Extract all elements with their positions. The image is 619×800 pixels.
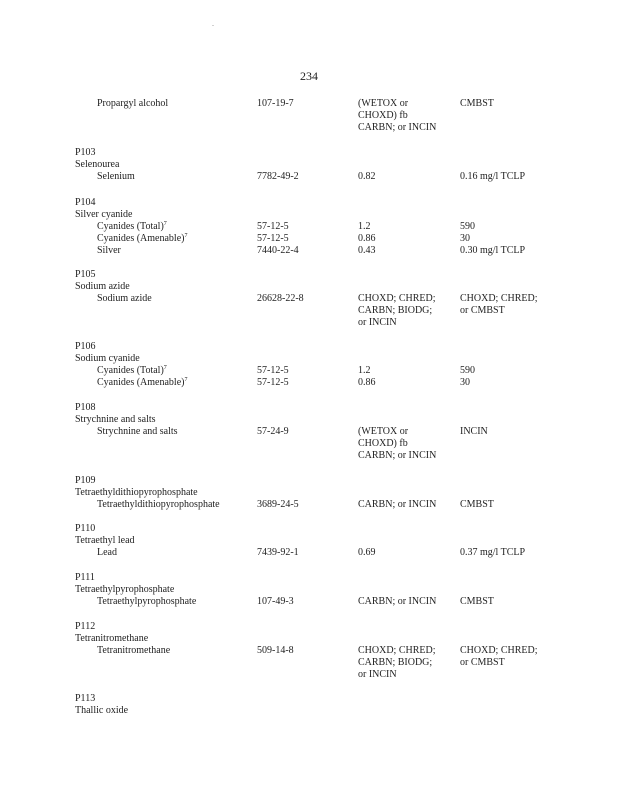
waste-code: P111 bbox=[75, 572, 95, 583]
waste-description: Thallic oxide bbox=[75, 705, 129, 716]
wastewater-standard: CHOXD) fb bbox=[358, 438, 408, 449]
nonwastewater-standard: CHOXD; CHRED; bbox=[460, 645, 538, 656]
waste-description: Silver cyanide bbox=[75, 209, 133, 220]
wastewater-standard: CHOXD; CHRED; bbox=[358, 645, 436, 656]
nonwastewater-standard: or CMBST bbox=[460, 305, 505, 316]
nonwastewater-standard: INCIN bbox=[460, 426, 488, 437]
wastewater-standard: CARBN; or INCIN bbox=[358, 596, 437, 607]
nonwastewater-standard: CHOXD; CHRED; bbox=[460, 293, 538, 304]
cas-number: 3689-24-5 bbox=[257, 499, 299, 510]
waste-code: P106 bbox=[75, 341, 96, 352]
wastewater-standard: CARBN; BIODG; bbox=[358, 305, 433, 316]
wastewater-standard: CARBN; or INCIN bbox=[358, 499, 437, 510]
nonwastewater-standard: CMBST bbox=[460, 98, 494, 109]
wastewater-standard: CHOXD; CHRED; bbox=[358, 293, 436, 304]
waste-description: Tetraethyl lead bbox=[75, 535, 135, 546]
nonwastewater-standard: 0.30 mg/l TCLP bbox=[460, 245, 526, 256]
nonwastewater-standard: or CMBST bbox=[460, 657, 505, 668]
footnote-marker: 7 bbox=[163, 365, 167, 371]
cas-number: 7782-49-2 bbox=[257, 171, 299, 182]
cas-number: 57-24-9 bbox=[257, 426, 289, 437]
footnote-marker: 7 bbox=[184, 233, 188, 239]
cas-number: 107-19-7 bbox=[257, 98, 294, 109]
constituent-name: Tetraethyldithiopyrophosphate bbox=[97, 499, 220, 510]
waste-description: Tetranitromethane bbox=[75, 633, 149, 644]
constituent-name: Cyanides (Total)$^7$ bbox=[97, 365, 167, 376]
nonwastewater-standard: CMBST bbox=[460, 499, 494, 510]
waste-code: P104 bbox=[75, 197, 96, 208]
cas-number: 57-12-5 bbox=[257, 377, 289, 388]
wastewater-standard: CARBN; or INCIN bbox=[358, 450, 437, 461]
wastewater-standard: or INCIN bbox=[358, 317, 397, 328]
wastewater-standard: 1.2 bbox=[358, 221, 371, 232]
cas-number: 26628-22-8 bbox=[257, 293, 304, 304]
footnote-marker: 7 bbox=[163, 221, 167, 227]
nonwastewater-standard: CMBST bbox=[460, 596, 494, 607]
wastewater-standard: CARBN; or INCIN bbox=[358, 122, 437, 133]
constituent-name: Strychnine and salts bbox=[97, 426, 178, 437]
cas-number: 57-12-5 bbox=[257, 233, 289, 244]
constituent-name: Cyanides (Amenable)$^7$ bbox=[97, 377, 188, 388]
page-number: 234 bbox=[300, 69, 318, 83]
footnote-marker: 7 bbox=[184, 377, 188, 383]
waste-code: P105 bbox=[75, 269, 96, 280]
waste-code: P112 bbox=[75, 621, 96, 632]
waste-code: P110 bbox=[75, 523, 96, 534]
wastewater-standard: 0.43 bbox=[358, 245, 376, 256]
constituent-name: Silver bbox=[97, 245, 121, 256]
wastewater-standard: CARBN; BIODG; bbox=[358, 657, 433, 668]
constituent-name: Selenium bbox=[97, 171, 135, 182]
constituent-name: Tetraethylpyrophosphate bbox=[97, 596, 197, 607]
cas-number: 107-49-3 bbox=[257, 596, 294, 607]
constituent-name: Propargyl alcohol bbox=[97, 98, 169, 109]
nonwastewater-standard: 0.16 mg/l TCLP bbox=[460, 171, 526, 182]
constituent-name: Sodium azide bbox=[97, 293, 152, 304]
scan-speck: . bbox=[212, 19, 214, 28]
wastewater-standard: 0.69 bbox=[358, 547, 376, 558]
waste-code: P108 bbox=[75, 402, 96, 413]
waste-description: Tetraethylpyrophosphate bbox=[75, 584, 175, 595]
wastewater-standard: 1.2 bbox=[358, 365, 371, 376]
cas-number: 7440-22-4 bbox=[257, 245, 299, 256]
cas-number: 57-12-5 bbox=[257, 221, 289, 232]
waste-description: Strychnine and salts bbox=[75, 414, 156, 425]
waste-description: Sodium azide bbox=[75, 281, 130, 292]
waste-code: P109 bbox=[75, 475, 96, 486]
cas-number: 57-12-5 bbox=[257, 365, 289, 376]
wastewater-standard: (WETOX or bbox=[358, 98, 409, 109]
wastewater-standard: (WETOX or bbox=[358, 426, 409, 437]
wastewater-standard: or INCIN bbox=[358, 669, 397, 680]
waste-code: P113 bbox=[75, 693, 96, 704]
wastewater-standard: 0.86 bbox=[358, 233, 376, 244]
constituent-name: Cyanides (Total)$^7$ bbox=[97, 221, 167, 232]
nonwastewater-standard: 30 bbox=[460, 233, 470, 244]
cas-number: 7439-92-1 bbox=[257, 547, 299, 558]
constituent-name: Tetranitromethane bbox=[97, 645, 171, 656]
nonwastewater-standard: 0.37 mg/l TCLP bbox=[460, 547, 526, 558]
waste-description: Sodium cyanide bbox=[75, 353, 140, 364]
wastewater-standard: 0.86 bbox=[358, 377, 376, 388]
constituent-name: Lead bbox=[97, 547, 117, 558]
nonwastewater-standard: 30 bbox=[460, 377, 470, 388]
waste-code: P103 bbox=[75, 147, 96, 158]
waste-description: Tetraethyldithiopyrophosphate bbox=[75, 487, 198, 498]
wastewater-standard: CHOXD) fb bbox=[358, 110, 408, 121]
wastewater-standard: 0.82 bbox=[358, 171, 376, 182]
nonwastewater-standard: 590 bbox=[460, 365, 475, 376]
nonwastewater-standard: 590 bbox=[460, 221, 475, 232]
cas-number: 509-14-8 bbox=[257, 645, 294, 656]
constituent-name: Cyanides (Amenable)$^7$ bbox=[97, 233, 188, 244]
waste-description: Selenourea bbox=[75, 159, 120, 170]
